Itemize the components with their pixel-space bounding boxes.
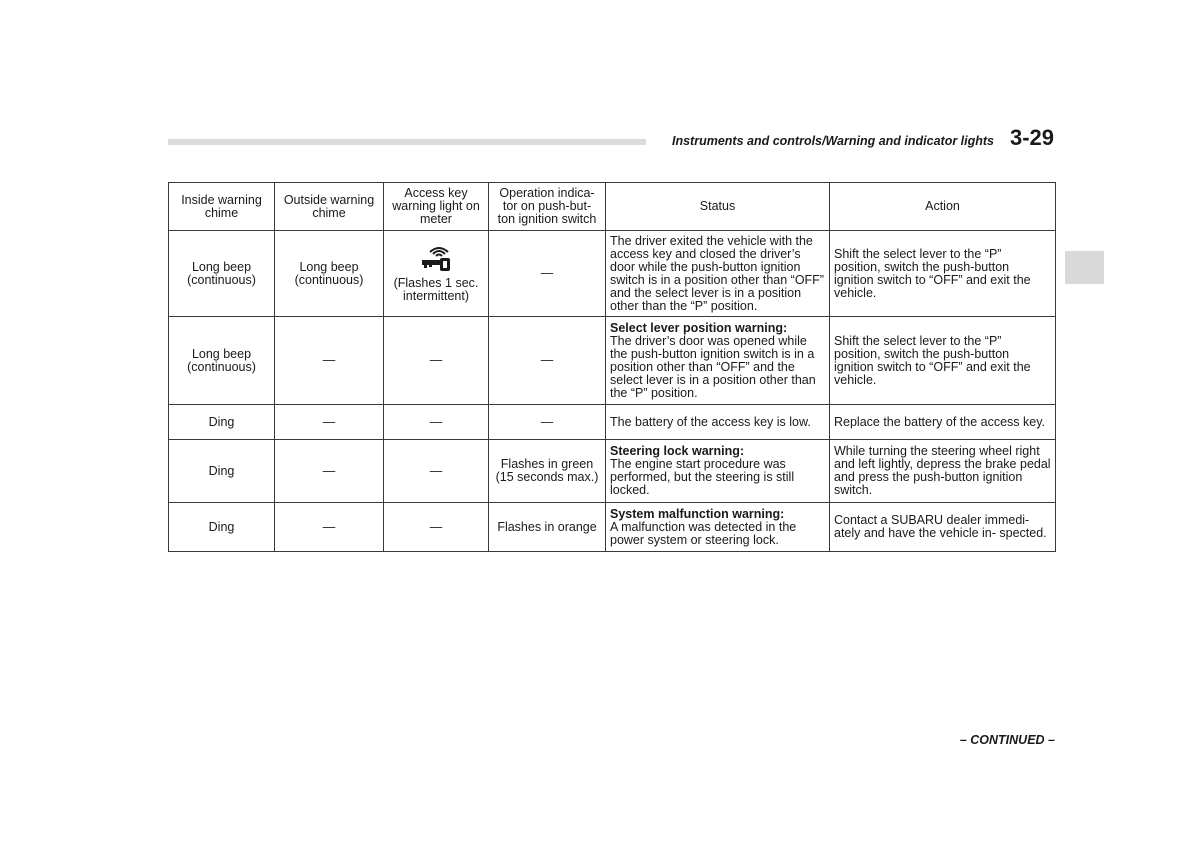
table-row xyxy=(169,231,1056,317)
inside-chime-cell: Long beep (continuous) xyxy=(169,231,275,317)
col-header-inside-chime: Inside warning chime xyxy=(169,183,275,231)
table-row xyxy=(169,440,1056,503)
table-row xyxy=(169,503,1056,552)
table-header-row xyxy=(169,183,1056,231)
status-text: A malfunction was detected in the power system or steering lock. xyxy=(610,519,797,547)
access-key-icon xyxy=(419,245,453,273)
access-key-light-text: (Flashes 1 sec. intermittent) xyxy=(393,275,479,303)
outside-chime-cell: — xyxy=(275,405,384,440)
status-cell xyxy=(606,231,830,317)
action-cell: Contact a SUBARU dealer immedi- ately and have the vehicle in- spected. xyxy=(830,503,1056,552)
section-tab-marker xyxy=(1065,251,1104,284)
operation-indicator-cell: Flashes in orange xyxy=(489,503,606,552)
running-header-title: Instruments and controls/Warning and indicator lights xyxy=(671,134,994,148)
table-row xyxy=(169,317,1056,405)
operation-indicator-cell: — xyxy=(489,231,606,317)
inside-chime-cell: Ding xyxy=(169,503,275,552)
status-cell xyxy=(606,317,830,405)
action-cell: While turning the steering wheel right and left lightly, depress the brake pedal and press the push-button ignition switch. xyxy=(830,440,1056,503)
action-cell: Replace the battery of the access key. xyxy=(830,405,1056,440)
status-text: The engine start procedure was performed, but the steering is still locked. xyxy=(610,457,795,497)
access-key-light-cell: — xyxy=(384,317,489,405)
access-key-light-cell: — xyxy=(384,405,489,440)
access-key-light-cell xyxy=(384,231,489,317)
col-header-action: Action xyxy=(830,183,1056,231)
page-number: 3-29 xyxy=(1010,125,1055,150)
status-cell xyxy=(606,405,830,440)
status-text: The battery of the access key is low. xyxy=(610,414,811,429)
table-row xyxy=(169,405,1056,440)
col-header-status: Status xyxy=(606,183,830,231)
operation-indicator-cell: — xyxy=(489,405,606,440)
action-cell: Shift the select lever to the “P” position, switch the push-button ignition switch to “OFF” and exit the vehicle. xyxy=(830,231,1056,317)
col-header-operation-indicator: Operation indica- tor on push-but- ton ignition switch xyxy=(489,183,606,231)
col-header-access-key-light: Access key warning light on meter xyxy=(384,183,489,231)
status-text: The driver’s door was opened while the push-button ignition switch is in a position other than “OFF” and the select lever is in a position other than the “P” position. xyxy=(610,333,816,400)
operation-indicator-cell: — xyxy=(489,317,606,405)
status-heading: System malfunction warning: xyxy=(610,506,785,521)
access-key-light-cell: — xyxy=(384,503,489,552)
status-cell xyxy=(606,503,830,552)
continued-note: – CONTINUED – xyxy=(959,733,1055,747)
outside-chime-cell: Long beep (continuous) xyxy=(275,231,384,317)
warning-chime-table xyxy=(168,182,1056,552)
inside-chime-cell: Long beep (continuous) xyxy=(169,317,275,405)
status-text: The driver exited the vehicle with the access key and closed the driver’s door while the push-button ignition switch is in a position other than “OFF” and the select lever is in a position other than the “P” position. xyxy=(610,233,824,313)
access-key-light-cell: — xyxy=(384,440,489,503)
inside-chime-cell: Ding xyxy=(169,405,275,440)
status-heading: Select lever position warning: xyxy=(610,320,788,335)
inside-chime-cell: Ding xyxy=(169,440,275,503)
header-rule xyxy=(168,139,646,145)
status-heading: Steering lock warning: xyxy=(610,444,745,458)
outside-chime-cell: — xyxy=(275,440,384,503)
outside-chime-cell: — xyxy=(275,503,384,552)
status-cell xyxy=(606,440,830,503)
outside-chime-cell: — xyxy=(275,317,384,405)
operation-indicator-cell: Flashes in green (15 seconds max.) xyxy=(489,440,606,503)
col-header-outside-chime: Outside warning chime xyxy=(275,183,384,231)
action-cell: Shift the select lever to the “P” position, switch the push-button ignition switch to “OFF” and exit the vehicle. xyxy=(830,317,1056,405)
